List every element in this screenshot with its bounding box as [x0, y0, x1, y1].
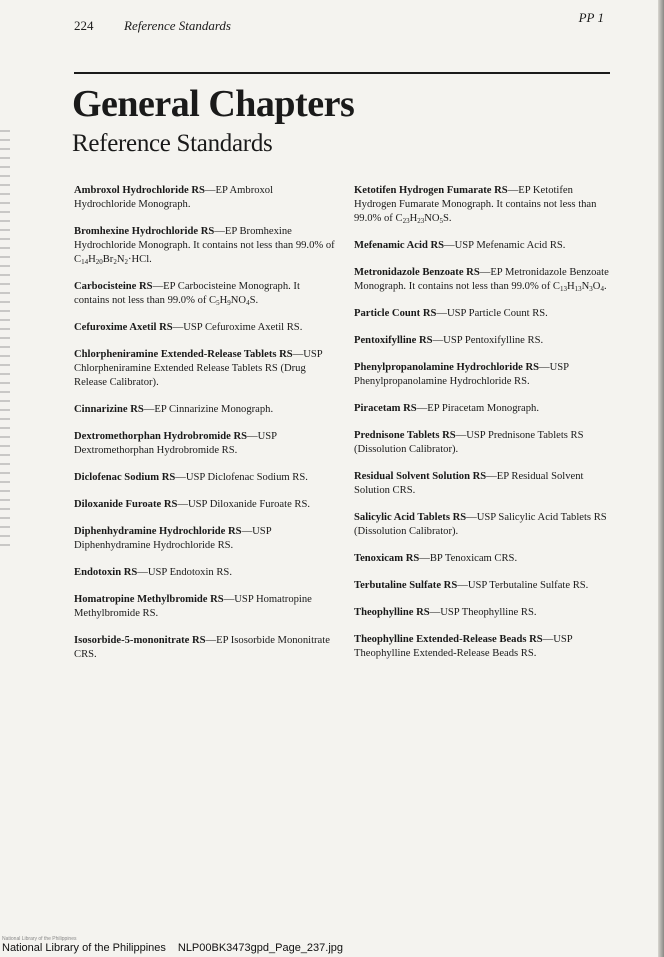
entry-name: Homatropine Methylbromide RS [74, 594, 224, 605]
entry-description: —EP Metronidazole Benzoate Monograph. It contains not less than 99.0% of $C_{13}H_{13}N_3O_4$. [354, 267, 609, 293]
entry-description: —USP Particle Count RS. [436, 308, 548, 319]
page-mark: PP 1 [578, 10, 604, 25]
entry-name: Bromhexine Hydrochloride RS [74, 226, 215, 237]
entry-name: Mefenamic Acid RS [354, 240, 445, 251]
reference-entry [74, 498, 336, 512]
entry-description: —EP Bromhexine Hydrochloride Monograph. It contains not less than 99.0% of $C_{14}H_{20}Br_2N_2\cdot HCl$. [74, 226, 335, 266]
entry-description: —USP Prednisone Tablets RS (Dissolution Calibrator). [354, 430, 584, 455]
reference-entry [354, 511, 616, 539]
chapter-title: General Chapters [72, 83, 355, 125]
entry-description: —EP Piracetam Monograph. [416, 403, 539, 414]
entry-name: Theophylline RS [354, 607, 430, 618]
entry-description: —USP Cefuroxime Axetil RS. [172, 322, 303, 333]
reference-entry [74, 184, 336, 212]
reference-entry [354, 307, 616, 321]
entry-description: —USP Salicylic Acid Tablets RS (Dissolution Calibrator). [354, 512, 607, 537]
entry-name: Ambroxol Hydrochloride RS [74, 185, 205, 196]
entry-name: Cinnarizine RS [74, 404, 144, 415]
section-title: Reference Standards [72, 130, 273, 157]
entry-description: —USP Mefenamic Acid RS. [444, 240, 566, 251]
scan-binding-marks [0, 130, 10, 550]
reference-entry [354, 606, 616, 620]
entry-name: Diloxanide Furoate RS [74, 499, 178, 510]
reference-entry [74, 634, 336, 662]
entry-name: Dextromethorphan Hydrobromide RS [74, 431, 248, 442]
reference-entry [74, 403, 336, 417]
reference-entry [354, 633, 616, 661]
reference-entry [74, 225, 336, 267]
right-column [354, 184, 616, 674]
entry-description: —USP Pentoxifylline RS. [432, 335, 544, 346]
entry-description: —USP Chlorpheniramine Extended Release Tablets RS (Drug Release Calibrator). [74, 349, 323, 388]
entry-name: Pentoxifylline RS [354, 335, 433, 346]
left-column [74, 184, 336, 675]
entry-name: Endotoxin RS [74, 567, 138, 578]
entry-description: —USP Diclofenac Sodium RS. [175, 472, 308, 483]
entry-description: —USP Theophylline RS. [429, 607, 537, 618]
running-title: Reference Standards [124, 18, 231, 33]
reference-entry [354, 429, 616, 457]
reference-entry [74, 321, 336, 335]
reference-entry [354, 552, 616, 566]
reference-entry [74, 348, 336, 390]
entry-name: Prednisone Tablets RS [354, 430, 456, 441]
reference-entry [74, 471, 336, 485]
entry-description: —USP Terbutaline Sulfate RS. [457, 580, 589, 591]
page-number: 224 [74, 18, 94, 33]
reference-entry [354, 361, 616, 389]
entry-name: Metronidazole Benzoate RS [354, 267, 480, 278]
entry-description: —EP Isosorbide Mononitrate CRS. [74, 635, 330, 660]
reference-entry [74, 430, 336, 458]
entry-name: Terbutaline Sulfate RS [354, 580, 458, 591]
scan-edge-shadow [658, 0, 664, 957]
reference-entry [354, 402, 616, 416]
footer-library: National Library of the Philippines [2, 942, 166, 954]
entry-description: —EP Ambroxol Hydrochloride Monograph. [74, 185, 274, 210]
entry-name: Chlorpheniramine Extended-Release Tablets RS [74, 349, 293, 360]
entry-description: —EP Residual Solvent Solution CRS. [354, 471, 584, 496]
footer-small-print: National Library of the Philippines [2, 936, 77, 942]
entry-name: Tenoxicam RS [354, 553, 420, 564]
footer [2, 942, 343, 954]
entry-name: Cefuroxime Axetil RS [74, 322, 173, 333]
reference-entry [354, 266, 616, 294]
reference-entry [354, 334, 616, 348]
entry-description: —USP Phenylpropanolamine Hydrochloride RS. [354, 362, 569, 387]
entry-description: —USP Dextromethorphan Hydrobromide RS. [74, 431, 277, 456]
reference-entry [354, 184, 616, 226]
entry-name: Salicylic Acid Tablets RS [354, 512, 467, 523]
entry-description: —USP Homatropine Methylbromide RS. [74, 594, 312, 619]
header-rule [74, 72, 610, 74]
reference-entry [354, 579, 616, 593]
entry-name: Diphenhydramine Hydrochloride RS [74, 526, 242, 537]
entry-description: —USP Diloxanide Furoate RS. [177, 499, 311, 510]
entry-name: Diclofenac Sodium RS [74, 472, 176, 483]
entry-name: Piracetam RS [354, 403, 417, 414]
running-head [74, 10, 604, 38]
entry-description: —EP Carbocisteine Monograph. It contains not less than 99.0% of $C_5H_9NO_4S$. [74, 281, 300, 307]
entry-description: —BP Tenoxicam CRS. [419, 553, 518, 564]
reference-entry [74, 566, 336, 580]
entry-description: —USP Theophylline Extended-Release Beads RS. [354, 634, 573, 659]
reference-entry [74, 525, 336, 553]
entry-description: —USP Endotoxin RS. [137, 567, 232, 578]
entry-name: Ketotifen Hydrogen Fumarate RS [354, 185, 508, 196]
reference-entry [354, 239, 616, 253]
entry-name: Residual Solvent Solution RS [354, 471, 487, 482]
reference-entry [354, 470, 616, 498]
entry-description: —EP Ketotifen Hydrogen Fumarate Monograph. It contains not less than 99.0% of $C_{23}H_{23}NO_5S$. [354, 185, 597, 225]
entry-description: —USP Diphenhydramine Hydrochloride RS. [74, 526, 272, 551]
entry-description: —EP Cinnarizine Monograph. [143, 404, 274, 415]
reference-entry [74, 280, 336, 308]
entry-name: Particle Count RS [354, 308, 437, 319]
entry-name: Phenylpropanolamine Hydrochloride RS [354, 362, 540, 373]
entry-name: Theophylline Extended-Release Beads RS [354, 634, 543, 645]
entry-name: Isosorbide-5-mononitrate RS [74, 635, 206, 646]
footer-file-name: NLP00BK3473gpd_Page_237.jpg [177, 942, 344, 954]
entry-name: Carbocisteine RS [74, 281, 153, 292]
reference-entry [74, 593, 336, 621]
